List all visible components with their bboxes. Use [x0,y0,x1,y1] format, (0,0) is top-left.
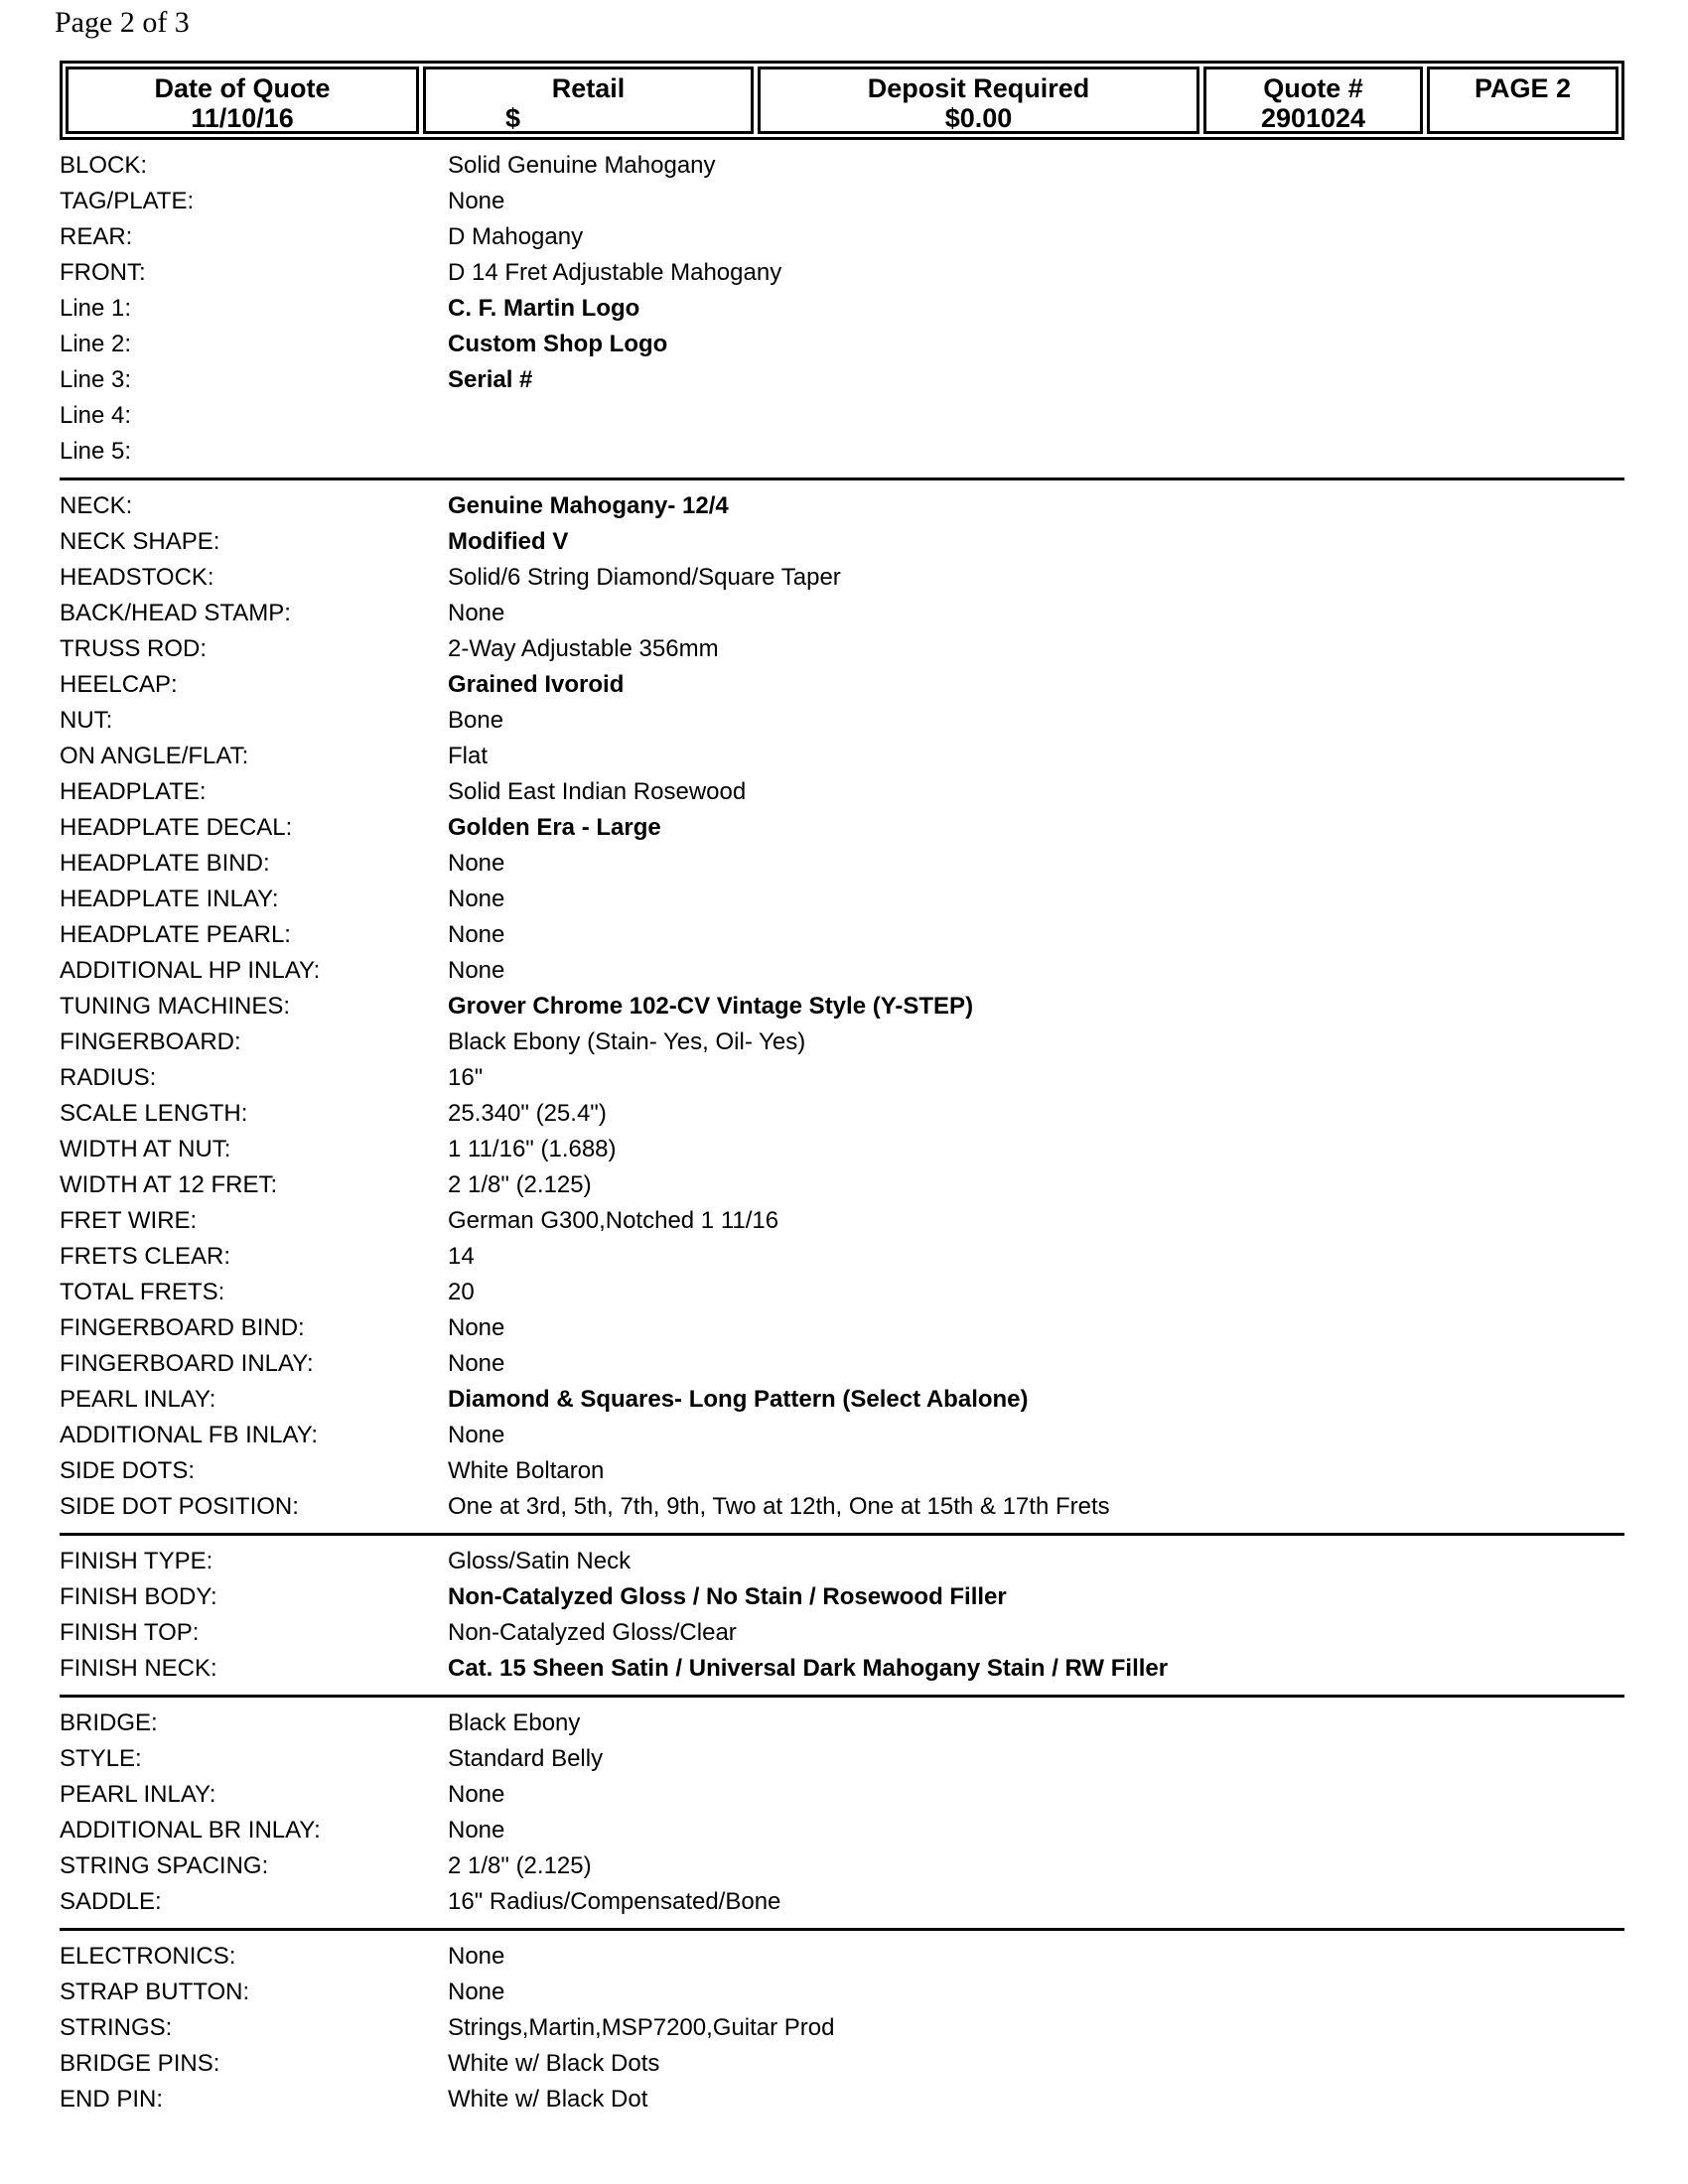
spec-label: Line 4: [60,402,132,429]
spec-value: None [448,1781,505,1808]
spec-value: White w/ Black Dots [448,2050,660,2077]
spec-value: None [448,886,505,912]
spec-label: SIDE DOTS: [60,1457,196,1484]
spec-value: Solid East Indian Rosewood [448,778,747,805]
spec-value: None [448,1943,505,1970]
spec-value: None [448,957,505,984]
spec-label: BRIDGE PINS: [60,2050,220,2077]
spec-row [60,846,1624,882]
spec-value: 1 11/16" (1.688) [448,1136,617,1162]
spec-row [60,327,1624,362]
spec-row [60,148,1624,184]
spec-row [60,434,1624,470]
spec-label: BLOCK: [60,152,148,179]
spec-value: Gloss/Satin Neck [448,1548,632,1574]
bridge-section [60,1706,1624,1931]
spec-value: None [448,600,505,626]
spec-value: 16" [448,1064,484,1091]
body-block-section [60,148,1624,480]
spec-value: Flat [448,743,489,769]
spec-value: Solid Genuine Mahogany [448,152,716,179]
spec-value: D Mahogany [448,223,584,250]
spec-label: RADIUS: [60,1064,157,1091]
spec-row [60,1453,1624,1489]
spec-value: Non-Catalyzed Gloss / No Stain / Rosewood Filler [448,1583,1007,1610]
spec-value: 16" Radius/Compensated/Bone [448,1888,781,1915]
spec-value: None [448,188,505,214]
spec-value: German G300,Notched 1 11/16 [448,1207,779,1234]
spec-row [60,953,1624,989]
spec-label: TOTAL FRETS: [60,1279,225,1305]
spec-label: SADDLE: [60,1888,162,1915]
spec-value: None [448,1979,505,2005]
spec-label: BACK/HEAD STAMP: [60,600,291,626]
spec-row [60,488,1624,524]
spec-label: TUNING MACHINES: [60,993,291,1020]
spec-label: HEELCAP: [60,671,178,698]
spec-row [60,1418,1624,1453]
spec-row [60,1024,1624,1060]
spec-row [60,810,1624,846]
spec-value: 14 [448,1243,475,1270]
spec-value: C. F. Martin Logo [448,295,640,322]
spec-value: Bone [448,707,504,734]
spec-row [60,219,1624,255]
spec-label: ADDITIONAL FB INLAY: [60,1422,319,1448]
spec-label: Line 1: [60,295,132,322]
spec-value: Golden Era - Large [448,814,661,841]
spec-label: REAR: [60,223,133,250]
spec-value: One at 3rd, 5th, 7th, 9th, Two at 12th, One at 15th & 17th Frets [448,1493,1110,1520]
spec-row [60,1382,1624,1418]
spec-label: ADDITIONAL HP INLAY: [60,957,321,984]
spec-value: Non-Catalyzed Gloss/Clear [448,1619,737,1646]
spec-label: HEADPLATE DECAL: [60,814,293,841]
spec-value: Grained Ivoroid [448,671,625,698]
retail-value: $ [505,103,521,133]
date-of-quote-cell [66,67,419,134]
spec-label: SCALE LENGTH: [60,1100,248,1127]
spec-row [60,362,1624,398]
spec-label: FRETS CLEAR: [60,1243,231,1270]
spec-row [60,291,1624,327]
spec-row [60,1203,1624,1239]
spec-value: 2 1/8" (2.125) [448,1171,592,1198]
spec-label: TAG/PLATE: [60,188,195,214]
spec-row [60,1651,1624,1687]
spec-row [60,1310,1624,1346]
spec-row [60,882,1624,917]
spec-value: 2-Way Adjustable 356mm [448,635,719,662]
spec-value: Diamond & Squares- Long Pattern (Select Abalone) [448,1386,1029,1413]
spec-value: None [448,1817,505,1843]
spec-row [60,2046,1624,2082]
spec-row [60,1884,1624,1920]
spec-label: STRAP BUTTON: [60,1979,250,2005]
spec-label: FINISH TYPE: [60,1548,213,1574]
spec-label: FRONT: [60,259,146,286]
spec-row [60,1579,1624,1615]
spec-value: White Boltaron [448,1457,605,1484]
spec-label: HEADPLATE BIND: [60,850,270,877]
page-label: PAGE 2 [1474,73,1572,103]
spec-row [60,2010,1624,2046]
spec-label: PEARL INLAY: [60,1386,216,1413]
deposit-required-value: $0.00 [944,103,1013,133]
spec-value: Custom Shop Logo [448,331,668,357]
spec-label: FRET WIRE: [60,1207,198,1234]
spec-label: NUT: [60,707,113,734]
spec-label: STYLE: [60,1745,142,1772]
spec-row [60,524,1624,560]
spec-row [60,560,1624,596]
spec-row [60,398,1624,434]
spec-label: FINISH NECK: [60,1655,217,1682]
spec-label: Line 3: [60,366,132,393]
spec-label: HEADSTOCK: [60,564,214,591]
spec-row [60,631,1624,667]
spec-label: ON ANGLE/FLAT: [60,743,249,769]
spec-label: ADDITIONAL BR INLAY: [60,1817,321,1843]
spec-row [60,1975,1624,2010]
spec-value: Black Ebony (Stain- Yes, Oil- Yes) [448,1028,806,1055]
spec-value: Strings,Martin,MSP7200,Guitar Prod [448,2014,835,2041]
spec-row [60,1939,1624,1975]
spec-value: Solid/6 String Diamond/Square Taper [448,564,841,591]
spec-row [60,1741,1624,1777]
spec-value: Standard Belly [448,1745,604,1772]
spec-label: STRINGS: [60,2014,173,2041]
spec-row [60,1615,1624,1651]
quote-header [60,61,1624,140]
spec-row [60,1489,1624,1525]
spec-value: Black Ebony [448,1709,581,1736]
spec-row [60,1848,1624,1884]
deposit-required-label: Deposit Required [867,73,1090,103]
spec-label: FINISH BODY: [60,1583,217,1610]
spec-label: TRUSS ROD: [60,635,208,662]
spec-value: Serial # [448,366,533,393]
spec-row [60,1132,1624,1167]
spec-label: HEADPLATE INLAY: [60,886,279,912]
spec-label: PEARL INLAY: [60,1781,216,1808]
spec-row [60,1813,1624,1848]
spec-label: NECK SHAPE: [60,528,220,555]
spec-value: None [448,921,505,948]
spec-value: White w/ Black Dot [448,2086,648,2113]
spec-value: None [448,850,505,877]
quote-number-label: Quote # [1263,73,1363,103]
spec-label: HEADPLATE PEARL: [60,921,291,948]
spec-value: None [448,1314,505,1341]
spec-row [60,1167,1624,1203]
spec-label: FINGERBOARD INLAY: [60,1350,314,1377]
spec-label: FINGERBOARD BIND: [60,1314,305,1341]
spec-label: FINISH TOP: [60,1619,200,1646]
spec-value: Cat. 15 Sheen Satin / Universal Dark Mahogany Stain / RW Filler [448,1655,1169,1682]
spec-row [60,2082,1624,2117]
spec-value: None [448,1350,505,1377]
spec-row [60,1096,1624,1132]
spec-row [60,1706,1624,1741]
spec-row [60,184,1624,219]
spec-row [60,1239,1624,1275]
spec-value [448,434,1624,470]
spec-label: FINGERBOARD: [60,1028,241,1055]
page-cell [1427,67,1618,134]
spec-label: WIDTH AT 12 FRET: [60,1171,278,1198]
date-of-quote-label: Date of Quote [154,73,331,103]
spec-label: ELECTRONICS: [60,1943,236,1970]
deposit-required-cell [758,67,1199,134]
retail-label: Retail [551,73,626,103]
finish-section [60,1544,1624,1698]
spec-row [60,1544,1624,1579]
spec-value: Grover Chrome 102-CV Vintage Style (Y-STEP) [448,993,974,1020]
spec-row [60,255,1624,291]
spec-label: BRIDGE: [60,1709,158,1736]
spec-label: Line 2: [60,331,132,357]
hardware-section [60,1939,1624,2125]
spec-value: 20 [448,1279,475,1305]
spec-row [60,917,1624,953]
neck-section [60,488,1624,1536]
spec-row [60,1777,1624,1813]
spec-row [60,1346,1624,1382]
quote-number-value: 2901024 [1260,103,1366,133]
spec-label: SIDE DOT POSITION: [60,1493,299,1520]
spec-row [60,989,1624,1024]
spec-label: STRING SPACING: [60,1852,269,1879]
spec-row [60,774,1624,810]
spec-row [60,703,1624,739]
spec-list [60,148,1624,2133]
spec-label: Line 5: [60,438,132,465]
spec-value: D 14 Fret Adjustable Mahogany [448,259,782,286]
spec-value: Genuine Mahogany- 12/4 [448,492,729,519]
spec-value [448,398,1624,434]
quote-number-cell [1203,67,1423,134]
page-number: Page 2 of 3 [55,6,190,39]
spec-label: NECK: [60,492,133,519]
date-of-quote-value: 11/10/16 [191,103,294,133]
spec-label: END PIN: [60,2086,164,2113]
spec-row [60,596,1624,631]
spec-row [60,667,1624,703]
retail-cell [423,67,754,134]
spec-row [60,739,1624,774]
spec-value: None [448,1422,505,1448]
spec-row [60,1275,1624,1310]
spec-value: 25.340" (25.4") [448,1100,607,1127]
spec-label: HEADPLATE: [60,778,207,805]
spec-value: Modified V [448,528,569,555]
spec-row [60,1060,1624,1096]
spec-label: WIDTH AT NUT: [60,1136,231,1162]
spec-value: 2 1/8" (2.125) [448,1852,592,1879]
